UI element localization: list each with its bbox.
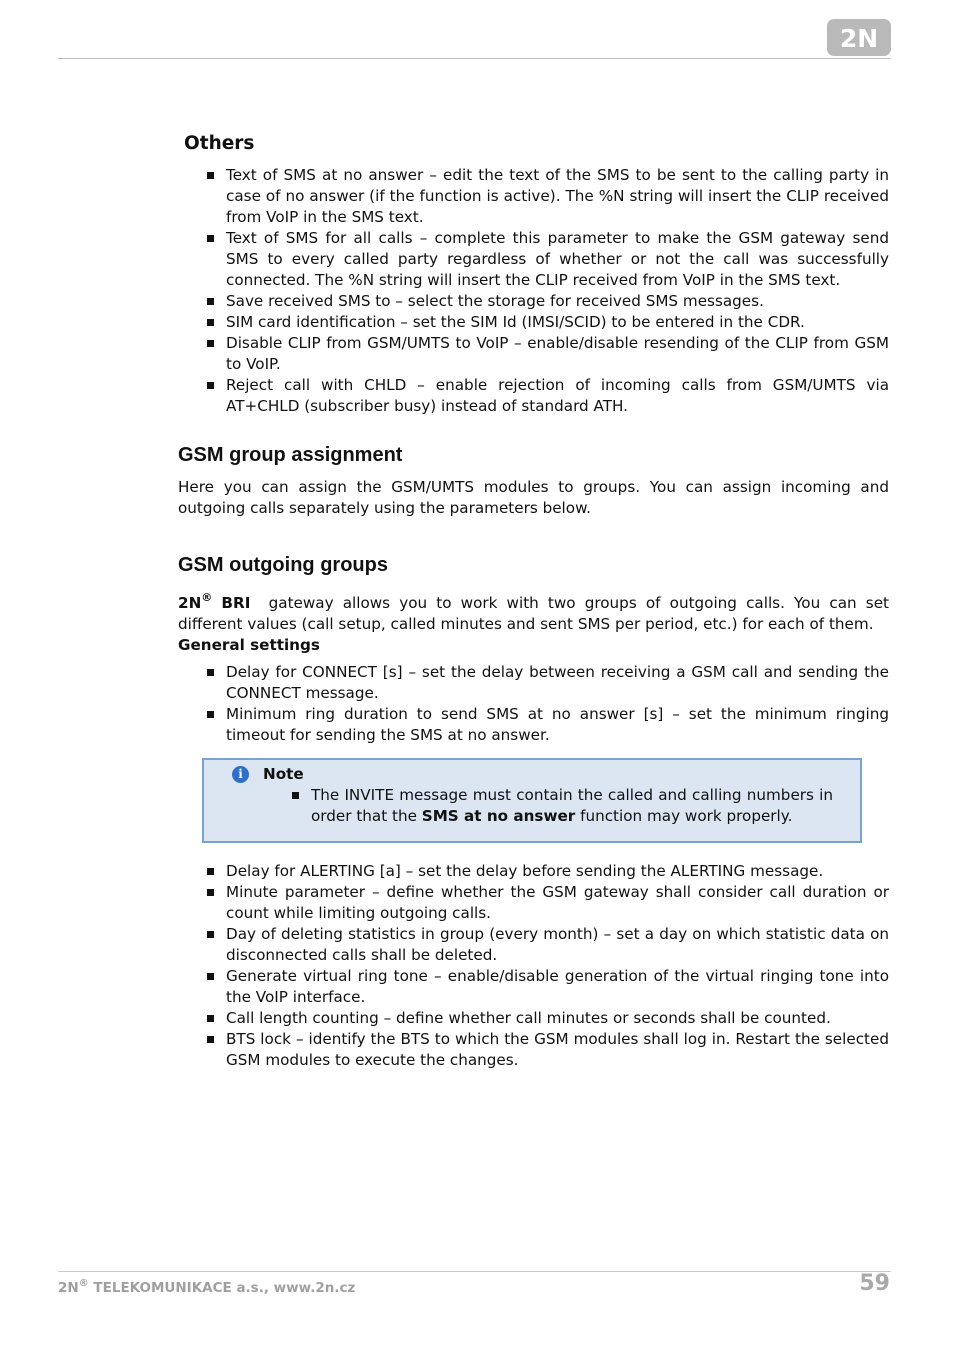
product-name: BRI [221,594,251,612]
list-item: Text of SMS at no answer – edit the text of the SMS to be sent to the calling party in case of no answer (if the function is active). The %N string will insert the CLIP received from VoIP in the SMS text. [226,166,889,226]
footer-divider [58,1271,891,1272]
note-box [202,758,862,843]
list-item: SIM card identification – set the SIM Id (IMSI/SCID) to be entered in the CDR. [226,312,889,333]
list-item: Day of deleting statistics in group (every month) – set a day on which statistic data on disconnected calls shall be deleted. [226,925,889,964]
brand-name: 2N [178,594,202,612]
list-item: BTS lock – identify the BTS to which the GSM modules shall log in. Restart the selected GSM modules to execute the changes. [226,1030,889,1069]
note-header [232,764,833,785]
page-number: 59 [859,1271,890,1296]
note-bold-text: SMS at no answer [421,807,576,825]
note-text: function may work properly. [580,807,793,825]
note-item [311,785,833,827]
registered-mark: ® [201,591,213,604]
footer-company-text: TELEKOMUNIKACE a.s., www.2n.cz [93,1280,356,1296]
others-heading: Others [184,133,255,154]
footer-company [58,1278,355,1296]
2n-logo-icon [827,19,891,56]
list-item: Minimum ring duration to send SMS at no answer [s] – set the minimum ringing timeout for sending the SMS at no answer. [226,705,889,744]
list-item: Save received SMS to – select the storage for received SMS messages. [226,291,889,312]
intro-text: gateway allows you to work with two groups of outgoing calls. You can set different values (call setup, called minutes and sent SMS per period, etc.) for each of them. [178,594,889,633]
gsm-group-assignment-heading: GSM group assignment [178,444,403,466]
note-text: The INVITE message must contain the called and calling numbers in order that the [311,786,833,825]
list-item: Disable CLIP from GSM/UMTS to VoIP – enable/disable resending of the CLIP from GSM to VoIP. [226,334,889,373]
outgoing-intro [178,587,889,635]
footer-brand: 2N [58,1280,79,1296]
info-icon: i [232,766,249,783]
gsm-outgoing-groups-heading: GSM outgoing groups [178,554,388,576]
list-item: Delay for ALERTING [a] – set the delay before sending the ALERTING message. [226,861,889,882]
list-item: Minute parameter – define whether the GSM gateway shall consider call duration or count while limiting outgoing calls. [226,883,889,922]
others-list [178,165,889,417]
note-title: Note [263,765,304,783]
header-divider [58,58,891,59]
svg-text:2N: 2N [839,24,879,53]
note-list [232,785,833,827]
list-item: Reject call with CHLD – enable rejection of incoming calls from GSM/UMTS via AT+CHLD (subscriber busy) instead of standard ATH. [226,376,889,415]
outgoing-settings-list [178,861,889,1071]
page-content [178,130,889,1071]
list-item: Text of SMS for all calls – complete this parameter to make the GSM gateway send SMS to every called party regardless of whether or not the call was successfully connected. The %N string will insert the CLIP received from VoIP in the SMS text. [226,229,889,289]
list-item: Call length counting – define whether call minutes or seconds shall be counted. [226,1008,889,1029]
list-item: Generate virtual ring tone – enable/disable generation of the virtual ringing tone into the VoIP interface. [226,967,889,1006]
footer-registered-mark: ® [78,1278,89,1289]
general-settings-heading: General settings [178,636,320,654]
group-assignment-text: Here you can assign the GSM/UMTS modules to groups. You can assign incoming and outgoing calls separately using the parameters below. [178,478,889,517]
general-settings-list [178,662,889,746]
list-item: Delay for CONNECT [s] – set the delay between receiving a GSM call and sending the CONNECT message. [226,663,889,702]
